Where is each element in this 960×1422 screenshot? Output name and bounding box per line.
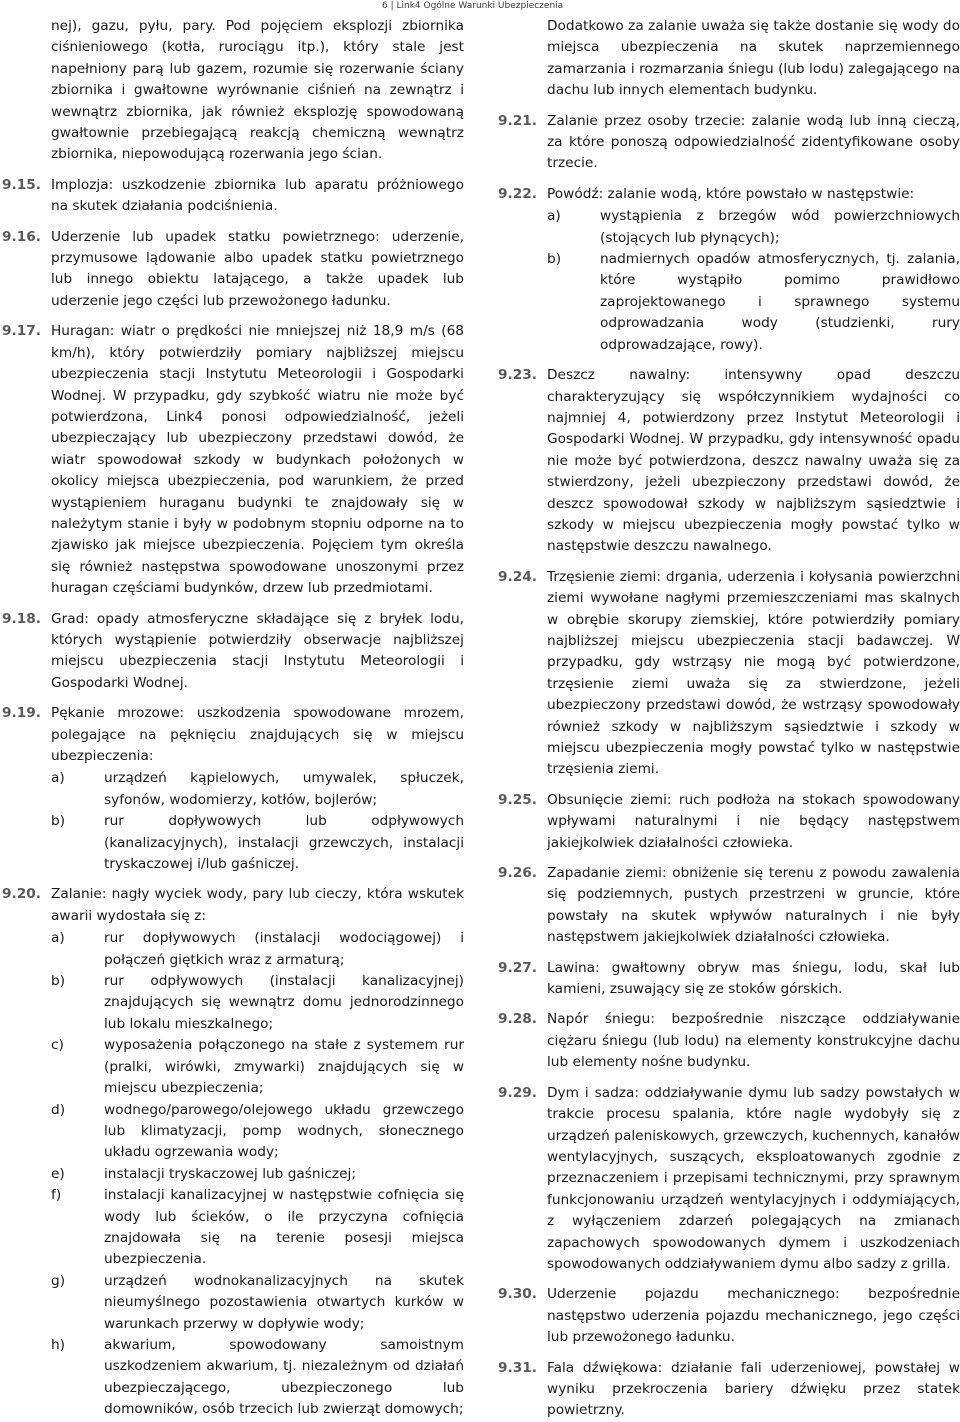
sub-item-label: f) [51, 1187, 62, 1204]
section-9-27 [498, 958, 960, 1001]
section-9-24 [498, 567, 960, 781]
section-text: Obsunięcie ziemi: ruch podłoża na stokach spowodowany wpływami naturalnymi i nie będący następstwem jakiejkolwiek działalności człowieka. [547, 791, 960, 851]
section-text: Pękanie mrozowe: uszkodzenia spowodowane mrozem, polegające na pęknięciu znajdujących się w miejscu ubezpieczenia: [51, 705, 464, 764]
right-column [498, 16, 960, 1422]
section-text: Zapadanie ziemi: obniżenie się terenu z powodu zawalenia się podziemnych, pustych przestrzeni w gruncie, które powstały na skutek wpływów naturalnych i nie były następstwem jakiejkolwiek działalności człowieka. [547, 865, 960, 946]
section-text: Uderzenie pojazdu mechanicznego: bezpośrednie następstwo uderzenia pojazdu mechanicznego, jego części lub przewożonego ładunku. [547, 1286, 960, 1346]
sub-item-text: wodnego/parowego/olejowego układu grzewczego lub klimatyzacji, pomp wodnych, słonecznego układu ogrzewania wody; [104, 1101, 464, 1161]
section-text: Zalanie przez osoby trzecie: zalanie wodą lub inną cieczą, za które ponoszą odpowiedzialność zidentyfikowane osoby trzecie. [547, 112, 960, 172]
sub-item [51, 1185, 464, 1271]
sub-item-text: wystąpienia z brzegów wód powierzchniowych (stojących lub płynących); [600, 208, 960, 246]
sub-item-label: g) [51, 1272, 66, 1289]
sub-item [547, 206, 960, 249]
section-text: Dym i sadza: oddziaływanie dymu lub sadzy powstałych w trakcie procesu spalania, które nagle wydobyły się z urządzeń paleniskowych, grzewczych, kuchennych, kanałów wentylacyjnych, suszących, eksploatowanych zgodnie z przeznaczeniem i przepisami technicznymi, przy sprawnym funkcjonowaniu urządzeń wentylacyjnych i oddymiających, z wyłączeniem zdarzeń polegających na zmianach zapachowych spowodowanych dymem i uszkodzeniach spowodowanych oddziaływaniem dymu albo sadzy z grilla. [547, 1084, 960, 1272]
section-9-30 [498, 1284, 960, 1348]
sub-item-text: urządzeń kąpielowych, umywalek, spłuczek, syfonów, wodomierzy, kotłów, bojlerów; [104, 770, 464, 808]
section-number: 9.23. [498, 367, 537, 384]
sub-item-label: a) [51, 930, 65, 947]
sub-item-text: rur dopływowych lub odpływowych (kanalizacyjnych), instalacji grzewczych, instalacji tryskaczowej i/lub gaśniczej. [104, 813, 464, 873]
sub-item-text: rur odpływowych (instalacji kanalizacyjnej) znajdujących się wewnątrz domu jednorodzinnego lub lokalu mieszkalnego; [104, 973, 464, 1032]
section-9-17 [2, 321, 464, 599]
section-9-26 [498, 863, 960, 949]
section-number: 9.20. [2, 886, 41, 903]
sub-item-text: wyposażenia połączonego na stałe z systemem rur (pralki, wirówki, zmywarki) znajdujących się w miejscu ubezpieczenia; [104, 1037, 464, 1097]
sub-item [51, 811, 464, 875]
section-text: Powódź: zalanie wodą, które powstało w następstwie: [547, 185, 915, 202]
section-text: Huragan: wiatr o prędkości nie mniejszej niż 18,9 m/s (68 km/h), który potwierdziły pomiary najbliższej miejscu ubezpieczenia stacji Instytutu Meteorologii i Gospodarki Wodnej. W przypadku, gdy szybkość wiatru nie może być potwierdzona, Link4 ponosi odpowiedzialność, jeżeli ubezpieczający lub ubezpieczony przedstawi dowód, że wiatr spowodował szkody w budynkach położonych w okolicy miejsca ubezpieczenia, pod warunkiem, że przed wystąpieniem huraganu budynki te znajdowały się w należytym stanie i były w podobnym stopniu odporne na to zjawisko jak miejsce ubezpieczenia. Pojęciem tym określa się również następstwa spowodowane unoszonymi przez huragan częściami budynków, drzew lub przedmiotami. [51, 323, 464, 597]
sub-item-label: a) [51, 770, 65, 787]
section-9-18 [2, 609, 464, 695]
section-9-28 [498, 1009, 960, 1073]
sub-item [51, 1335, 464, 1421]
sub-item-text: urządzeń wodnokanalizacyjnych na skutek nieumyślnego pozostawienia otwartych kurków w warunkach przerwy w dopływie wody; [104, 1272, 464, 1332]
section-9-22 [498, 184, 960, 356]
section-number: 9.16. [2, 228, 41, 245]
sub-item-label: b) [51, 813, 66, 830]
section-text: Deszcz nawalny: intensywny opad deszczu charakteryzujący się współczynnikiem wydajności co najmniej 4, potwierdzony przez Instytut Meteorologii i Gospodarki Wodnej. W przypadku, gdy intensywność opadu nie może być potwierdzona, deszcz nawalny uważa się za stwierdzony, jeżeli ubezpieczony przedstawi dowód, że deszcz spowodował szkody w najbliższym sąsiedztwie i szkody w miejscu ubezpieczenia mogły powstać tylko w następstwie deszczu nawalnego. [547, 367, 960, 555]
sub-item-label: a) [547, 208, 561, 225]
section-9-19 [2, 703, 464, 875]
section-text: Trzęsienie ziemi: drgania, uderzenia i kołysania powierzchni ziemi wywołane nagłymi przemieszczeniami mas skalnych w obrębie skorupy ziemskiej, które potwierdziły pomiary najbliższej miejscu ubezpieczenia stacji badawczej. W przypadku, gdy wstrząsy nie mogą być potwierdzone, trzęsienie ziemi uważa się za stwierdzone, jeżeli ubezpieczony przedstawi dowód, że wstrząsy spowodowały również szkody w najbliższym sąsiedztwie i szkody w miejscu ubezpieczenia mogły powstać tylko w następstwie trzęsienia ziemi. [547, 568, 960, 778]
sub-item [51, 1271, 464, 1335]
section-9-25 [498, 790, 960, 854]
left-column [2, 16, 464, 1421]
section-number: 9.19. [2, 705, 41, 722]
sub-item-text: akwarium, spowodowany samoistnym uszkodzeniem akwarium, tj. niezależnym od działań ubezpieczającego, ubezpieczonego lub domowników, osób trzecich lub zwierząt domowych; [104, 1336, 464, 1418]
sub-item-label: b) [51, 973, 66, 990]
sub-item [547, 249, 960, 356]
sub-item-label: e) [51, 1165, 65, 1182]
section-text: Fala dźwiękowa: działanie fali uderzeniowej, powstałej w wyniku przekroczenia bariery dźwięku przez statek powietrzny. [547, 1359, 960, 1419]
section-number: 9.26. [498, 865, 537, 882]
sub-item-label: h) [51, 1336, 66, 1353]
sub-item [51, 1100, 464, 1164]
section-9-20 [2, 884, 464, 1420]
section-text: Zalanie: nagły wyciek wody, pary lub cieczy, która wskutek awarii wydostała się z: [51, 886, 464, 924]
section-9-29 [498, 1083, 960, 1276]
sub-item-text: instalacji kanalizacyjnej w następstwie cofnięcia się wody lub ścieków, o ile przyczyna cofnięcia znajdowała się na terenie posesji miejsca ubezpieczenia. [104, 1187, 464, 1268]
section-number: 9.15. [2, 176, 41, 193]
sub-item [51, 768, 464, 811]
section-9-16 [2, 227, 464, 313]
section-9-31 [498, 1358, 960, 1422]
section-number: 9.22. [498, 185, 537, 202]
page-header: 6 | Link4 Ogólne Warunki Ubezpieczenia [382, 1, 564, 11]
sub-item [51, 971, 464, 1035]
section-number: 9.24. [498, 568, 537, 585]
section-9-23 [498, 365, 960, 558]
sub-item [51, 928, 464, 971]
section-number: 9.18. [2, 610, 41, 627]
section-number: 9.17. [2, 323, 41, 340]
section-number: 9.29. [498, 1084, 537, 1101]
sub-item-text: nadmiernych opadów atmosferycznych, tj. zalania, które wystąpiło pomimo prawidłowo zaprojektowanego i sprawnego systemu odprowadzania wody (studzienki, rury odprowadzające, rowy). [600, 251, 960, 353]
sub-item [51, 1035, 464, 1099]
section-number: 9.25. [498, 791, 537, 808]
section-number: 9.27. [498, 959, 537, 976]
section-text: Grad: opady atmosferyczne składające się z bryłek lodu, których wystąpienie potwierdziły obserwacje najbliższej miejscu ubezpieczenia stacji Instytutu Meteorologii i Gospodarki Wodnej. [51, 610, 464, 691]
continuation-paragraph: nej), gazu, pyłu, pary. Pod pojęciem eksplozji zbiornika ciśnieniowego (kotła, rurociągu itp.), który stale jest napełniony parą lub gazem, rozumie się rozerwanie ściany zbiornika i gwałtowne wyrównanie ciśnień na zewnątrz i wewnątrz zbiornika, jak również eksplozję spowodowaną gwałtownie przebiegającą reakcją chemiczną wewnątrz zbiornika, niepowodującą rozerwania jego ścian. [51, 18, 464, 163]
section-number: 9.31. [498, 1359, 537, 1376]
sub-item-text: instalacji tryskaczowej lub gaśniczej; [104, 1165, 356, 1182]
continuation-paragraph: Dodatkowo za zalanie uważa się także dostanie się wody do miejsca ubezpieczenia na skutek naprzemiennego zamarzania i rozmarzania śniegu (lub lodu) zalegającego na dachu lub innych elementach budynku. [547, 18, 960, 99]
section-number: 9.30. [498, 1286, 537, 1303]
section-text: Lawina: gwałtowny obryw mas śniegu, lodu, skał lub kamieni, zsuwający się ze stoków górskich. [547, 959, 960, 998]
section-9-15 [2, 175, 464, 218]
sub-item-label: c) [51, 1037, 64, 1054]
section-text: Napór śniegu: bezpośrednie niszczące oddziaływanie ciężaru śniegu (lub lodu) na elementy konstrukcyjne dachu lub elementy nośne budynku. [547, 1011, 960, 1071]
section-9-21 [498, 111, 960, 175]
sub-item [51, 1164, 464, 1185]
sub-item-label: d) [51, 1101, 66, 1118]
sub-item-text: rur dopływowych (instalacji wodociągowej) i połączeń giętkich wraz z armaturą; [104, 930, 464, 968]
section-text: Uderzenie lub upadek statku powietrznego: uderzenie, przymusowe lądowanie albo upadek statku powietrznego lub innego obiektu latającego, a także upadek lub uderzenie jego części lub przewożonego ładunku. [51, 228, 464, 309]
sub-item-label: b) [547, 251, 562, 268]
section-number: 9.21. [498, 112, 537, 129]
section-text: Implozja: uszkodzenie zbiornika lub aparatu próżniowego na skutek działania podciśnienia. [51, 176, 464, 215]
section-number: 9.28. [498, 1011, 537, 1028]
